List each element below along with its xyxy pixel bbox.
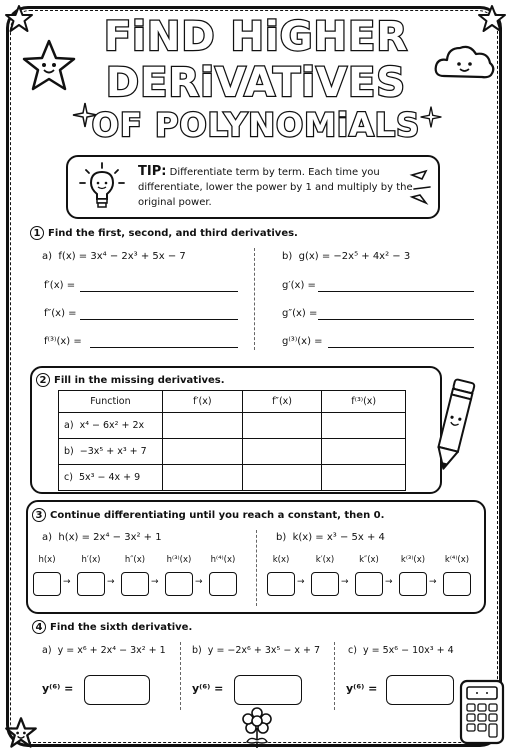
- title-line-1: FiND HiGHER: [103, 14, 409, 60]
- q1-divider: [254, 248, 255, 350]
- q4c-answer-box[interactable]: [386, 675, 454, 705]
- q3a-function: a) h(x) = 2x⁴ − 3x² + 1: [42, 532, 162, 543]
- flower-icon: [240, 706, 274, 750]
- q2-row-c-d2-cell[interactable]: [242, 465, 322, 491]
- q3a-answer-box[interactable]: [209, 572, 237, 596]
- q3b-answer-box[interactable]: [399, 572, 427, 596]
- q2-row-b-d1-cell[interactable]: [162, 439, 242, 465]
- tip-text: Differentiate term by term. Each time you differentiate, lower the power by 1 and multiply by the original power.: [138, 167, 413, 208]
- tip-text-block: [138, 164, 428, 210]
- q4b-function: b) y = −2x⁶ + 3x⁵ − x + 7: [192, 645, 320, 656]
- q3-number: 3: [32, 508, 46, 522]
- q1-heading: 1 Find the first, second, and third derivatives.: [30, 226, 298, 240]
- q3b-answer-box[interactable]: [311, 572, 339, 596]
- q4a-answer-box[interactable]: [84, 675, 150, 705]
- q4-number: 4: [32, 620, 46, 634]
- q1a-function: a) f(x) = 3x⁴ − 2x³ + 5x − 7: [42, 251, 186, 262]
- table-row: [59, 465, 406, 491]
- q2-table: [58, 390, 406, 491]
- q2-row-a-d3-cell[interactable]: [322, 413, 406, 439]
- q1a-d2-answer-line[interactable]: [80, 319, 238, 320]
- sparkle-lines-icon: [406, 167, 436, 207]
- q1b-d2-label: g″(x) =: [282, 308, 318, 319]
- q3a-chain-label: h⁽³⁾(x): [166, 555, 192, 565]
- lightbulb-icon: [76, 161, 128, 213]
- q3b-answer-box[interactable]: [267, 572, 295, 596]
- arrow-right-icon: →: [107, 577, 115, 587]
- q3a-chain-label: h⁽⁴⁾(x): [210, 555, 236, 565]
- q1b-d3-label: g⁽³⁾(x) =: [282, 336, 323, 347]
- q1a-d1-answer-line[interactable]: [80, 291, 238, 292]
- q3b-function: b) k(x) = x³ − 5x + 4: [276, 532, 385, 543]
- q1-number: 1: [30, 226, 44, 240]
- q3a-answer-box[interactable]: [165, 572, 193, 596]
- q3a-answer-box[interactable]: [121, 572, 149, 596]
- q4-divider: [180, 642, 181, 710]
- q3b-chain-label: k⁽⁴⁾(x): [444, 555, 470, 565]
- q1b-function: b) g(x) = −2x⁵ + 4x² − 3: [282, 251, 411, 262]
- q3b-answer-box[interactable]: [355, 572, 383, 596]
- arrow-right-icon: →: [341, 577, 349, 587]
- q3a-answer-box[interactable]: [77, 572, 105, 596]
- q1b-d2-answer-line[interactable]: [318, 319, 474, 320]
- q4c-answer-label: y⁽⁶⁾ =: [346, 682, 378, 695]
- q4a-answer-label: y⁽⁶⁾ =: [42, 682, 74, 695]
- pencil-icon: [428, 374, 480, 478]
- q3b-chain-label: k″(x): [359, 555, 379, 565]
- q4a-function: a) y = x⁶ + 2x⁴ − 3x² + 1: [42, 645, 166, 656]
- q2-header-d2: f″(x): [242, 391, 322, 413]
- q2-heading: 2 Fill in the missing derivatives.: [36, 373, 225, 387]
- arrow-right-icon: →: [429, 577, 437, 587]
- q2-row-c-function: c) 5x³ − 4x + 9: [59, 465, 163, 491]
- q2-header-d3: f⁽³⁾(x): [322, 391, 406, 413]
- arrow-right-icon: →: [195, 577, 203, 587]
- q2-row-c-d3-cell[interactable]: [322, 465, 406, 491]
- arrow-right-icon: →: [151, 577, 159, 587]
- q3b-chain-label: k(x): [272, 555, 290, 565]
- q1b-d3-answer-line[interactable]: [328, 347, 474, 348]
- q1a-d3-answer-line[interactable]: [90, 347, 238, 348]
- q1a-d2-label: f″(x) =: [44, 308, 77, 319]
- calculator-icon: [458, 678, 506, 746]
- q2-number: 2: [36, 373, 50, 387]
- q2-header-d1: f′(x): [162, 391, 242, 413]
- tip-box: [66, 155, 440, 219]
- q4b-answer-box[interactable]: [234, 675, 302, 705]
- q2-header-function: Function: [59, 391, 163, 413]
- q1b-d1-answer-line[interactable]: [318, 291, 474, 292]
- q1b-d1-label: g′(x) =: [282, 280, 316, 291]
- q2-row-b-function: b) −3x⁵ + x³ + 7: [59, 439, 163, 465]
- q3b-answer-box[interactable]: [443, 572, 471, 596]
- table-row: [59, 413, 406, 439]
- q3a-answer-box[interactable]: [33, 572, 61, 596]
- arrow-right-icon: →: [63, 577, 71, 587]
- q2-row-c-d1-cell[interactable]: [162, 465, 242, 491]
- q4c-function: c) y = 5x⁶ − 10x³ + 4: [348, 645, 454, 656]
- q2-row-b-d3-cell[interactable]: [322, 439, 406, 465]
- q3a-chain-label: h′(x): [81, 555, 101, 565]
- q2-row-a-function: a) x⁴ − 6x² + 2x: [59, 413, 163, 439]
- arrow-right-icon: →: [385, 577, 393, 587]
- title-line-3: OF POLYNOMiALS: [91, 106, 421, 144]
- q2-row-a-d2-cell[interactable]: [242, 413, 322, 439]
- title-line-2: DERiVATiVES: [105, 60, 407, 106]
- q3-divider: [256, 530, 257, 606]
- q1a-d3-label: f⁽³⁾(x) =: [44, 336, 82, 347]
- q3b-chain-label: k⁽³⁾(x): [400, 555, 426, 565]
- q2-row-a-d1-cell[interactable]: [162, 413, 242, 439]
- q3b-chain-label: k′(x): [315, 555, 335, 565]
- q3a-chain-label: h(x): [38, 555, 56, 565]
- q3a-chain-label: h″(x): [124, 555, 146, 565]
- q3-heading: 3 Continue differentiating until you reach a constant, then 0.: [32, 508, 384, 522]
- table-row: [59, 439, 406, 465]
- tip-label: TIP:: [138, 164, 167, 179]
- q4-divider: [334, 642, 335, 710]
- q4b-answer-label: y⁽⁶⁾ =: [192, 682, 224, 695]
- arrow-right-icon: →: [297, 577, 305, 587]
- q2-row-b-d2-cell[interactable]: [242, 439, 322, 465]
- q1a-d1-label: f′(x) =: [44, 280, 76, 291]
- q4-heading: 4 Find the sixth derivative.: [32, 620, 192, 634]
- star-icon: [4, 716, 38, 750]
